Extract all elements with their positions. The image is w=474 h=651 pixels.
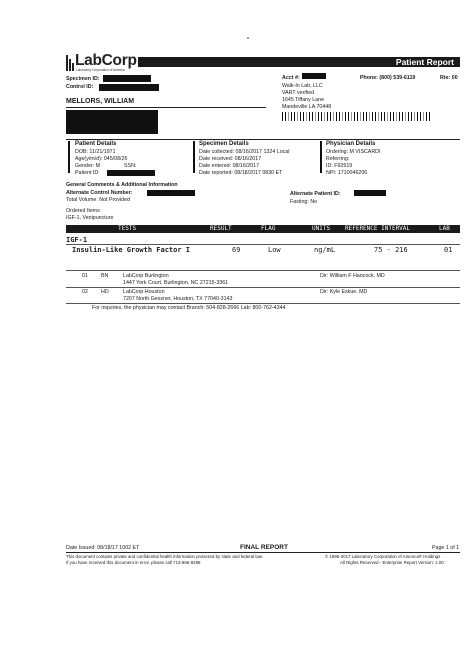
physician-npi: NPI: 1710046206	[326, 170, 368, 176]
col-reference: REFERENCE INTERVAL	[345, 225, 411, 232]
panel-underline	[66, 244, 460, 245]
age: Age(y/m/d): 045/08/26	[75, 156, 128, 162]
ordered-items: IGF-1, Venipuncture	[66, 215, 114, 221]
patient-details-bar	[68, 141, 70, 173]
date-received: Date received: 08/16/2017	[199, 156, 262, 162]
lab-abbr-2: HD	[101, 289, 109, 295]
control-id-redaction	[99, 84, 159, 91]
inquiries-note: For inquiries, the physician may contact Branch: 504-828-2666 Lab: 800-762-4344	[92, 305, 286, 311]
labs-rule-top	[66, 270, 460, 271]
copyright: © 1995-2017 Laboratory Corporation of America® Holdings	[325, 554, 441, 559]
phone-number: Phone: (800) 539-6119	[360, 75, 416, 81]
acct-label: Acct #:	[282, 75, 300, 81]
labs-rule-bottom	[66, 303, 460, 304]
details-rule	[66, 139, 460, 140]
patient-id-label: Patient ID:	[75, 170, 100, 176]
panel-name: IGF-1	[66, 236, 88, 244]
alt-patient-label: Alternate Patient ID:	[290, 191, 341, 197]
result-flag: Low	[268, 246, 281, 254]
lab-abbr-1: BN	[101, 273, 109, 279]
col-flag: FLAG	[261, 225, 276, 232]
comments-title: General Comments & Additional Information	[66, 182, 178, 188]
col-tests: TESTS	[118, 225, 137, 232]
date-issued: Date Issued: 08/18/17 1002 ET	[66, 545, 140, 551]
physician-id: ID: F92919	[326, 163, 353, 169]
final-report-label: FINAL REPORT	[240, 544, 288, 551]
logo-subtext: Laboratory Corporation of America	[76, 68, 125, 72]
results-header	[66, 225, 460, 233]
date-entered: Date entered: 08/16/2017	[199, 163, 260, 169]
result-lab: 01	[444, 246, 453, 254]
result-units: ng/mL	[314, 246, 336, 254]
alt-patient-redaction	[354, 190, 386, 196]
labs-rule-mid	[66, 287, 460, 288]
labcorp-logo	[66, 53, 138, 75]
name-underline	[66, 107, 266, 108]
patient-name: MELLORS, WILLIAM	[66, 98, 135, 105]
col-units: UNITS	[312, 225, 331, 232]
scan-speck	[247, 37, 249, 39]
fasting: Fasting: No	[290, 199, 318, 205]
lab-director-2: Dir: Kyle Eskue, MD	[320, 289, 368, 295]
patient-id-redaction	[107, 170, 155, 176]
facility-line-1: Walk-In Lab, LLC	[282, 83, 323, 89]
rights-version: All Rights Reserved - Enterprise Report Version: 1.00	[340, 560, 444, 565]
lab-director-1: Dir: William F Hancock, MD	[320, 273, 385, 279]
facility-line-2: VART verified	[282, 90, 315, 96]
specimen-id-label: Specimen ID:	[66, 76, 100, 82]
header-bar	[138, 57, 460, 67]
physician-details-bar	[320, 141, 322, 173]
result-test: Insulin-Like Growth Factor I	[72, 246, 191, 254]
total-volume: Total Volume: Not Provided	[66, 197, 130, 203]
postal-barcode	[282, 112, 432, 121]
result-value: 69	[232, 246, 241, 254]
ordering-physician: Ordering: M VISCARDI	[326, 149, 381, 155]
lab-address-1: 1447 York Court, Burlington, NC 27215-3361	[123, 280, 229, 286]
gender: Gender: M	[75, 163, 101, 169]
patient-address-redaction	[66, 110, 158, 134]
confidential-line-1: This document contains private and confidential health information protected by state and federal law.	[66, 554, 263, 559]
route-number: Rte: 00	[440, 75, 458, 81]
facility-line-3: 1645 Tiffany Lane	[282, 97, 325, 103]
referring-physician: Referring:	[326, 156, 350, 162]
dob: DOB: 11/21/1971	[75, 149, 116, 155]
report-title: Patient Report	[395, 57, 454, 67]
result-reference: 75 - 216	[374, 246, 408, 254]
logo-text: LabCorp	[75, 52, 137, 69]
labcorp-logo-icon	[66, 55, 75, 71]
lab-name-1: LabCorp Burlington	[123, 273, 169, 279]
alt-control-label: Alternate Control Number:	[66, 190, 133, 196]
result-row	[66, 246, 460, 255]
specimen-id-redaction	[103, 75, 151, 82]
footer-rule	[66, 552, 460, 553]
date-collected: Date collected: 08/16/2017 1324 Local	[199, 149, 290, 155]
col-result: RESULT	[210, 225, 232, 232]
ssn-label: SSN:	[124, 163, 137, 169]
col-lab: LAB	[439, 225, 450, 232]
specimen-details-bar	[193, 141, 195, 173]
acct-redaction	[302, 73, 326, 79]
alt-control-redaction	[147, 190, 195, 196]
patient-details-title: Patient Details	[75, 141, 117, 147]
control-id-label: Control ID:	[66, 84, 94, 90]
lab-code-1: 01	[82, 273, 88, 279]
page-number: Page 1 of 1	[432, 545, 460, 551]
confidential-line-2: If you have received this document in error, please call 713-856-8288	[66, 560, 201, 565]
specimen-details-title: Specimen Details	[199, 141, 249, 147]
physician-details-title: Physician Details	[326, 141, 376, 147]
facility-line-4: Mandeville LA 70448	[282, 104, 332, 110]
date-reported: Date reported: 08/18/2017 0830 ET	[199, 170, 283, 176]
ordered-items-title: Ordered Items	[66, 208, 100, 214]
lab-name-2: LabCorp Houston	[123, 289, 165, 295]
lab-code-2: 02	[82, 289, 88, 295]
lab-address-2: 7207 North Gessner, Houston, TX 77040-3143	[123, 296, 233, 302]
